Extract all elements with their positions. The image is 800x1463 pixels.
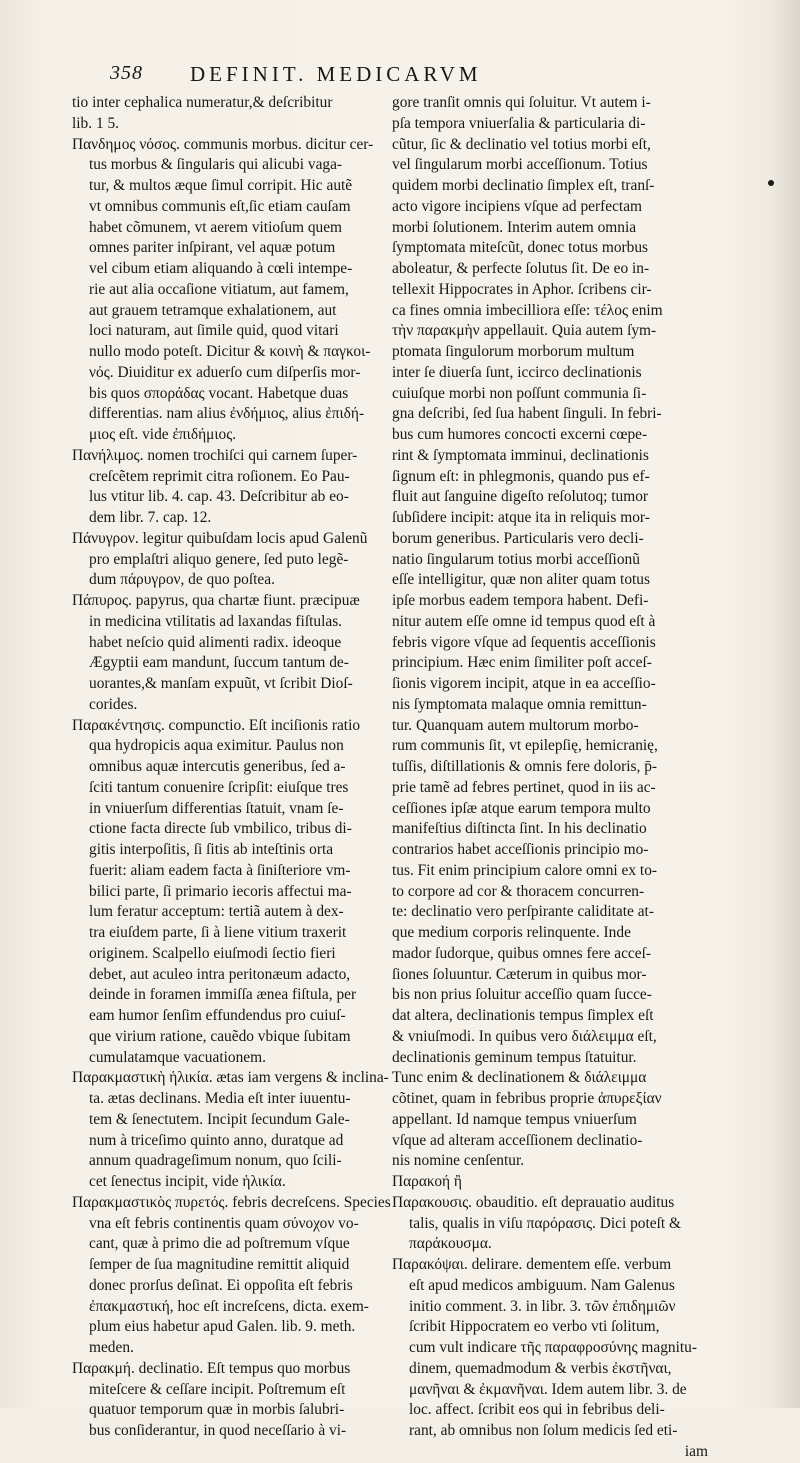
text-line: in medicina vtilitatis ad laxandas fiſtulas. bbox=[89, 612, 343, 630]
text-line: ta. ætas declinans. Media eſt inter iuuentu- bbox=[89, 1090, 351, 1107]
text-line: uorantes,& manſam expuũt, vt ſcribit Dioſ- bbox=[89, 675, 353, 692]
text-line: tra eiuſdem parte, ſi à liene vitium traxerit bbox=[89, 924, 347, 941]
page-number: 358 bbox=[110, 62, 143, 84]
text-line: tus. Fit enim principium calore omni ex to- bbox=[392, 861, 658, 879]
text-line: nullo modo poteſt. Dicitur & κοινὴ & παγκοι- bbox=[89, 343, 371, 360]
text-line: gitis interpoſitis, ſi ſitis ab inteſtinis orta bbox=[89, 841, 334, 858]
text-line: eam humor ſenſim effundendus pro cuiuſ- bbox=[89, 1007, 346, 1024]
text-line: μιος eſt. vide ἐπιδήμιος. bbox=[89, 426, 237, 443]
text-line: meden. bbox=[89, 1339, 134, 1356]
text-line: ſiones ſoluuntur. Cæterum in quibus mor- bbox=[392, 965, 647, 983]
text-line: cũtur, ſic & declinatio vel totius morbi eſt, bbox=[392, 135, 651, 153]
text-line: bus cum humores concocti excerni cœpe- bbox=[392, 426, 648, 443]
text-line: que virium ratione, cauẽdo vbique ſubitam bbox=[89, 1027, 351, 1045]
text-line: ſciti tantum conuenire ſcripſit: eiuſque tres bbox=[89, 778, 349, 796]
text-line: lib. 1 5. bbox=[72, 114, 120, 132]
text-line: deinde in foramen immiſſa ænea fiſtula, per bbox=[89, 986, 357, 1004]
text-line: ipſe morbus eadem tempora habent. Defi- bbox=[392, 592, 649, 609]
text-line: Tunc enim & declinationem & διάλειμμα bbox=[392, 1069, 647, 1087]
left-text-column bbox=[72, 93, 392, 1442]
text-line: omnibus aquæ intercutis generibus, ſed a- bbox=[89, 758, 346, 775]
text-line: Παρακέντησις. compunctio. Eſt inciſionis ratio bbox=[72, 716, 361, 734]
text-line: originem. Scalpello eiuſmodi ſectio fieri bbox=[89, 944, 336, 962]
text-line: pro emplaſtri aliquo genere, ſed puto legẽ- bbox=[89, 550, 349, 568]
text-line: aboleatur, & perfecte ſolutus ſit. De eo in- bbox=[392, 260, 650, 277]
text-line: quatuor temporum quæ in morbis ſalubri- bbox=[89, 1401, 345, 1419]
text-line: natio ſingularum totius morbi acceſſionũ bbox=[392, 550, 640, 568]
text-line: declinationis geminum tempus ſtatuitur. bbox=[392, 1048, 637, 1066]
text-line: ptomata ſingulorum morborum multum bbox=[392, 343, 635, 360]
page-header bbox=[110, 62, 710, 90]
text-line: nitur autem eſſe omne id tempus quod eſt à bbox=[392, 612, 656, 630]
text-line: fluit aut ſanguine digeſto reſolutoq; tumor bbox=[392, 488, 649, 506]
text-line: ſymptomata miteſcũt, donec totus morbus bbox=[392, 239, 649, 257]
text-line: Παρακμή. declinatio. Eſt tempus quo morbus bbox=[72, 1359, 351, 1377]
text-line: tellexit Hippocrates in Aphor. ſcribens cir- bbox=[392, 280, 652, 298]
text-line: gna deſcribi, ſed ſua habent ſinguli. In febri- bbox=[392, 405, 662, 423]
text-line: eſſe intelligitur, quæ non aliter quam totus bbox=[392, 571, 650, 589]
right-text-column bbox=[392, 93, 712, 1463]
text-line: ſcribit Hippocratem eo verbo vti ſolitum, bbox=[409, 1318, 660, 1336]
text-line: cant, quæ à primo die ad poſtremum vſque bbox=[89, 1235, 350, 1253]
text-line: vſque ad alteram acceſſionem declinatio- bbox=[392, 1131, 643, 1149]
text-line: bis non prius ſoluitur acceſſio quam ſucce- bbox=[392, 986, 652, 1004]
text-line: rie aut alia occaſione vitiatum, aut famem, bbox=[89, 280, 349, 298]
text-line: dinem, quemadmodum & verbis ἐκστῆναι, bbox=[409, 1359, 672, 1377]
text-line: tur, & multos æque ſimul corripit. Hic autẽ bbox=[89, 177, 353, 194]
text-line: num à triceſimo quinto anno, duratque ad bbox=[89, 1131, 344, 1149]
text-line: prie tamẽ ad febres pertinet, quod in iis ac- bbox=[392, 778, 656, 796]
text-line: to corpore ad cor & thoracem concurren- bbox=[392, 882, 645, 900]
text-line: plum eius habetur apud Galen. lib. 9. meth. bbox=[89, 1318, 356, 1336]
text-line: cum vult indicare τῆς παραφροσύνης magnitu- bbox=[409, 1339, 697, 1356]
text-line: omnes pariter inſpirant, vel aquæ potum bbox=[89, 239, 336, 257]
text-line: miteſcere & ceſſare incipit. Poſtremum eſt bbox=[89, 1380, 346, 1398]
text-line: ſionis vigorem incipit, atque in ea acceſſio- bbox=[392, 675, 656, 692]
text-line: tuſſis, diſtillationis & omnis fere doloris, p̄- bbox=[392, 758, 658, 775]
text-line: dat altera, declinationis tempus ſimplex eſt bbox=[392, 1007, 654, 1024]
text-line: bilici parte, ſi primario iecoris affectui ma- bbox=[89, 882, 352, 900]
text-line: que medium corporis relinquente. Inde bbox=[392, 924, 631, 941]
text-line: vt omnibus communis eſt,ſic etiam cauſam bbox=[89, 197, 351, 215]
text-line: in vniuerſum differentias ſtatuit, vnam ſe- bbox=[89, 799, 344, 817]
text-line: cet ſenectus incipit, vide ἡλικία. bbox=[89, 1173, 286, 1190]
text-line: τὴν παρακμὴν appellauit. Quia autem ſym- bbox=[392, 322, 657, 340]
text-line: tio inter cephalica numeratur,& deſcribitur bbox=[72, 94, 333, 111]
text-line: Παρακμαστικὴ ἡλικία. ætas iam vergens & inclina- bbox=[72, 1069, 389, 1087]
text-line: cumulatamque vacuationem. bbox=[89, 1048, 266, 1066]
text-line: vel cibum etiam aliquando à cœli intempe- bbox=[89, 260, 353, 277]
text-line: te: declinatio vero perſpirante caliditate at- bbox=[392, 903, 654, 921]
text-line: lum feratur acceptum: tertiã autem à dex- bbox=[89, 903, 344, 921]
text-line: νός. Diuiditur ex aduerſo cum diſperſis mor- bbox=[89, 363, 361, 381]
text-line: morbi ſolutionem. Interim autem omnia bbox=[392, 218, 637, 236]
text-line: & vniuſmodi. In quibus vero διάλειμμα eſt, bbox=[392, 1027, 657, 1045]
text-line: Παρακμαστικὸς πυρετός. febris decreſcens. Species bbox=[72, 1193, 391, 1211]
catchword: iam bbox=[684, 1442, 708, 1460]
text-line: corides. bbox=[89, 695, 138, 713]
text-line: aut grauem tetramque exhalationem, aut bbox=[89, 301, 337, 319]
text-line: bis quos σποράδας vocant. Habetque duas bbox=[89, 384, 349, 402]
text-line: ἐπακμαστική, hoc eſt increſcens, dicta. exem- bbox=[89, 1297, 369, 1315]
text-line: debet, aut aculeo intra peritonæum adacto, bbox=[89, 965, 351, 983]
text-line: Παρακόψαι. delirare. dementem eſſe. verbum bbox=[392, 1256, 672, 1273]
text-line: creſcẽtem reprimit citra roſionem. Eo Pau- bbox=[89, 467, 350, 485]
text-line: dum πάρυγρον, de quo poſtea. bbox=[89, 571, 275, 589]
text-line: febris vigore vſque ad ſequentis acceſſionis bbox=[392, 633, 656, 651]
text-line: principium. Hæc enim ſimiliter poſt acceſ- bbox=[392, 654, 652, 672]
margin-ink-dot bbox=[768, 180, 774, 186]
text-line: vel ſingularum morbi acceſſionum. Totius bbox=[392, 156, 648, 174]
text-line: παράκουσμα. bbox=[409, 1235, 492, 1253]
text-line: ctione facta directe ſub vmbilico, tribus di- bbox=[89, 820, 352, 838]
text-line: Πάνυγρον. legitur quibuſdam locis apud Galenũ bbox=[72, 529, 368, 547]
text-line: acto vigore incipiens vſque ad perfectam bbox=[392, 197, 642, 215]
text-line: dem libr. 7. cap. 12. bbox=[89, 509, 212, 526]
text-line: tur. Quanquam autem multorum morbo- bbox=[392, 716, 639, 734]
text-line: annum quadrageſimum nonum, quo ſcili- bbox=[89, 1152, 342, 1170]
text-line: quidem morbi declinatio ſimplex eſt, tranſ- bbox=[392, 177, 655, 194]
text-line: nis nomine cenſentur. bbox=[392, 1152, 525, 1170]
text-line: μανῆναι & ἐκμανῆναι. Idem autem libr. 3. de bbox=[409, 1380, 687, 1398]
text-line: differentias. nam alius ἐνδήμιος, alius ἐπιδή- bbox=[89, 405, 365, 423]
text-line: bus conſiderantur, in quod neceſſario à vi- bbox=[89, 1422, 347, 1439]
running-title: DEFINIT. MEDICARVM bbox=[190, 62, 482, 86]
page-edge-shadow bbox=[772, 0, 800, 1408]
text-line: fuerit: aliam eadem facta à ſiniſteriore vm- bbox=[89, 861, 351, 879]
text-line: donec prorſus deſinat. Ei oppoſita eſt febris bbox=[89, 1276, 353, 1294]
text-line: habet cõmunem, vt aerem vitioſum quem bbox=[89, 218, 343, 236]
text-line: manifeſtius diſtincta ſint. In his declinatio bbox=[392, 820, 647, 838]
text-line: lus vtitur lib. 4. cap. 43. Deſcribitur ab eo- bbox=[89, 488, 349, 506]
text-line: Πανδημος νόσος. communis morbus. dicitur cer- bbox=[72, 135, 374, 153]
text-line: vna eſt febris continentis quam σύνοχον vo- bbox=[89, 1214, 359, 1232]
text-line: ceſſiones ipſæ atque earum tempora multo bbox=[392, 799, 651, 817]
text-line: mador ſudorque, quibus omnes fere acceſ- bbox=[392, 944, 651, 962]
text-line: cõtinet, quam in febribus proprie ἀπυρεξίαν bbox=[392, 1090, 662, 1107]
text-line: qua hydropicis aqua eximitur. Paulus non bbox=[89, 737, 344, 755]
text-line: initio comment. 3. in libr. 3. τῶν ἐπιδημιῶν bbox=[409, 1297, 676, 1315]
text-line: Ægyptii eam mandunt, ſuccum tantum de- bbox=[89, 654, 349, 672]
text-line: Πάπυρος. papyrus, qua chartæ fiunt. præcipuæ bbox=[72, 592, 360, 609]
text-line: ſemper de ſua magnitudine remittit aliquid bbox=[89, 1256, 350, 1273]
text-line: pſa tempora vniuerſalia & particularia di- bbox=[392, 114, 646, 132]
text-line: inter ſe diuerſa ſunt, iccirco declinationis bbox=[392, 363, 642, 381]
text-line: loci naturam, aut ſimile quid, quod vitari bbox=[89, 322, 339, 340]
text-line: gore tranſit omnis qui ſoluitur. Vt autem i- bbox=[392, 94, 651, 111]
text-line: eſt apud medicos ambiguum. Nam Galenus bbox=[409, 1276, 675, 1294]
text-line: ſignum eſt: in phlegmonis, quando pus ef- bbox=[392, 467, 650, 485]
text-line: tus morbus & ſingularis qui alicubi vaga- bbox=[89, 156, 343, 174]
text-line: rant, ab omnibus non ſolum medicis ſed eti- bbox=[409, 1422, 678, 1439]
text-line: Παρακουσις. obauditio. eſt deprauatio auditus bbox=[392, 1193, 675, 1211]
text-line: rint & ſymptomata imminui, declinationis bbox=[392, 446, 649, 464]
text-line: talis, qualis in viſu παρόρασις. Dici poteſt & bbox=[409, 1214, 681, 1232]
text-line: borum generibus. Particularis vero decli- bbox=[392, 529, 644, 547]
text-line: contrarios habet acceſſionis principio mo- bbox=[392, 841, 649, 858]
text-line: loc. affect. ſcribit eos qui in febribus deli- bbox=[409, 1401, 665, 1419]
text-line: cuiuſque morbi non poſſunt communia ſi- bbox=[392, 384, 647, 402]
text-line: tem & ſenectutem. Incipit ſecundum Gale- bbox=[89, 1110, 350, 1128]
text-line: ca fines omnia imbecilliora eſſe: τέλος enim bbox=[392, 301, 663, 319]
text-line: Πανήλιμος. nomen trochiſci qui carnem ſuper- bbox=[72, 446, 358, 464]
text-line: rum communis ſit, vt epilepſię, hemicranię, bbox=[392, 737, 658, 755]
text-line: appellant. Id namque tempus vniuerſum bbox=[392, 1110, 637, 1128]
text-line: nis ſymptomata malaque omnia remittun- bbox=[392, 695, 647, 713]
text-line: habet neſcio quid alimenti radix. ideoque bbox=[89, 633, 342, 651]
text-line: ſubſidere incipit: atque ita in reliquis mor- bbox=[392, 509, 650, 526]
text-line: Παρακοή ἢ bbox=[392, 1173, 462, 1190]
